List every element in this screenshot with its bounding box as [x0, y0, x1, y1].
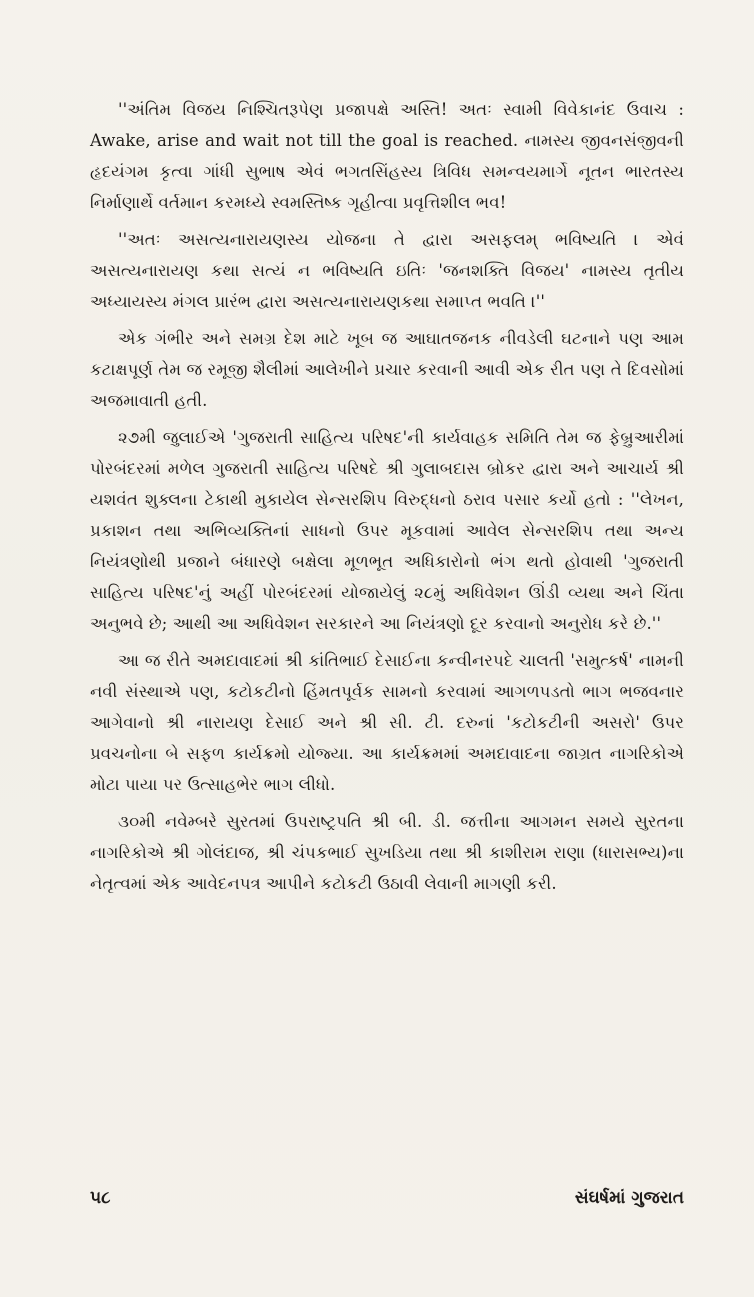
paragraph-5: આ જ રીતે અમદાવાદમાં શ્રી કાંતિભાઈ દેસાઈના કન્વીનરપદે ચાલતી 'સમુત્કર્ષ' નામની નવી સંસ્થાએ પણ, કટોકટીનો હિંમતપૂર્વક સામનો કરવામાં આગળપડતો ભાગ ભજવનાર આગેવાનો શ્રી નારાયણ દેસાઈ અને શ્રી સી. ટી. દરુનાં 'કટોકટીની અસરો' ઉપર પ્રવચનોના બે સફળ કાર્યક્રમો યોજ્યા. આ કાર્યક્રમમાં અમદાવાદના જાગ્રત નાગરિકોએ મોટા પાયા પર ઉત્સાહભેર ભાગ લીધો. [90, 651, 684, 794]
page-body-text [90, 94, 684, 905]
running-title: સંઘર્ષમાં ગુજરાત [574, 1188, 684, 1208]
paragraph-1: ''અંતિમ વિજય નિશ્ચિતરૂપેણ પ્રજાપક્ષે અસ્તિ! અતઃ સ્વામી વિવેકાનંદ ઉવાચ : Awake, arise and wait not till the goal is reached. નામસ્ય જીવનસંજીવની હૃદયંગમ કૃત્વા ગાંધી સુભાષ એવં ભગતસિંહસ્ય ત્રિવિધ સમન્વયમાર્ગે નૂતન ભારતસ્ય નિર્માણાર્થે વર્તમાન કરમધ્યે સ્વમસ્તિષ્ક ગૃહીત્વા પ્રવૃત્તિશીલ ભવ! [90, 100, 684, 212]
paragraph-3: એક ગંભીર અને સમગ્ર દેશ માટે ખૂબ જ આઘાતજનક નીવડેલી ઘટનાને પણ આમ કટાક્ષપૂર્ણ તેમ જ રમૂજી શૈલીમાં આલેખીને પ્રચાર કરવાની આવી એક રીત પણ તે દિવસોમાં અજમાવાતી હતી. [90, 329, 684, 410]
paragraph-4: ૨૭મી જુલાઈએ 'ગુજરાતી સાહિત્ય પરિષદ'ની કાર્યવાહક સમિતિ તેમ જ ફેબ્રુઆરીમાં પોરબંદરમાં મળેલ ગુજરાતી સાહિત્ય પરિષદે શ્રી ગુલાબદાસ બ્રોકર દ્વારા અને આચાર્ય શ્રી યશવંત શુક્લના ટેકાથી મુકાયેલ સેન્સરશિપ વિરુદ્ધનો ઠરાવ પસાર કર્યો હતો : ''લેખન, પ્રકાશન તથા અભિવ્યક્તિનાં સાધનો ઉપર મૂકવામાં આવેલ સેન્સરશિપ તથા અન્ય નિયંત્રણોથી પ્રજાને બંધારણે બક્ષેલા મૂળભૂત અધિકારોનો ભંગ થતો હોવાથી 'ગુજરાતી સાહિત્ય પરિષદ'નું અહીં પોરબંદરમાં યોજાયેલું ૨૮મું અધિવેશન ઊંડી વ્યથા અને ચિંતા અનુભવે છે; આથી આ અધિવેશન સરકારને આ નિયંત્રણો દૂર કરવાનો અનુરોધ કરે છે.'' [90, 428, 684, 633]
paragraph-2: ''અતઃ અસત્યનારાયણસ્ય યોજના તે દ્વારા અસફલમ્ ભવિષ્યતિ । એવં અસત્યનારાયણ કથા સત્યં ન ભવિષ્યતિ ઇતિઃ 'જનશક્તિ વિજય' નામસ્ય તૃતીય અધ્યાયસ્ય મંગલ પ્રારંભ દ્વારા અસત્યનારાયણકથા સમાપ્ત ભવતિ ।'' [90, 230, 684, 311]
page-number: ૫૮ [90, 1188, 111, 1208]
page-footer [90, 1188, 684, 1218]
paragraph-6: ૩૦મી નવેમ્બરે સુરતમાં ઉપરાષ્ટ્રપતિ શ્રી બી. ડી. જત્તીના આગમન સમયે સુરતના નાગરિકોએ શ્રી ગોલંદાજ, શ્રી ચંપકભાઈ સુખડિયા તથા શ્રી કાશીરામ રાણા (ધારાસભ્ય)ના નેતૃત્વમાં એક આવેદનપત્ર આપીને કટોકટી ઉઠાવી લેવાની માગણી કરી. [90, 812, 684, 893]
